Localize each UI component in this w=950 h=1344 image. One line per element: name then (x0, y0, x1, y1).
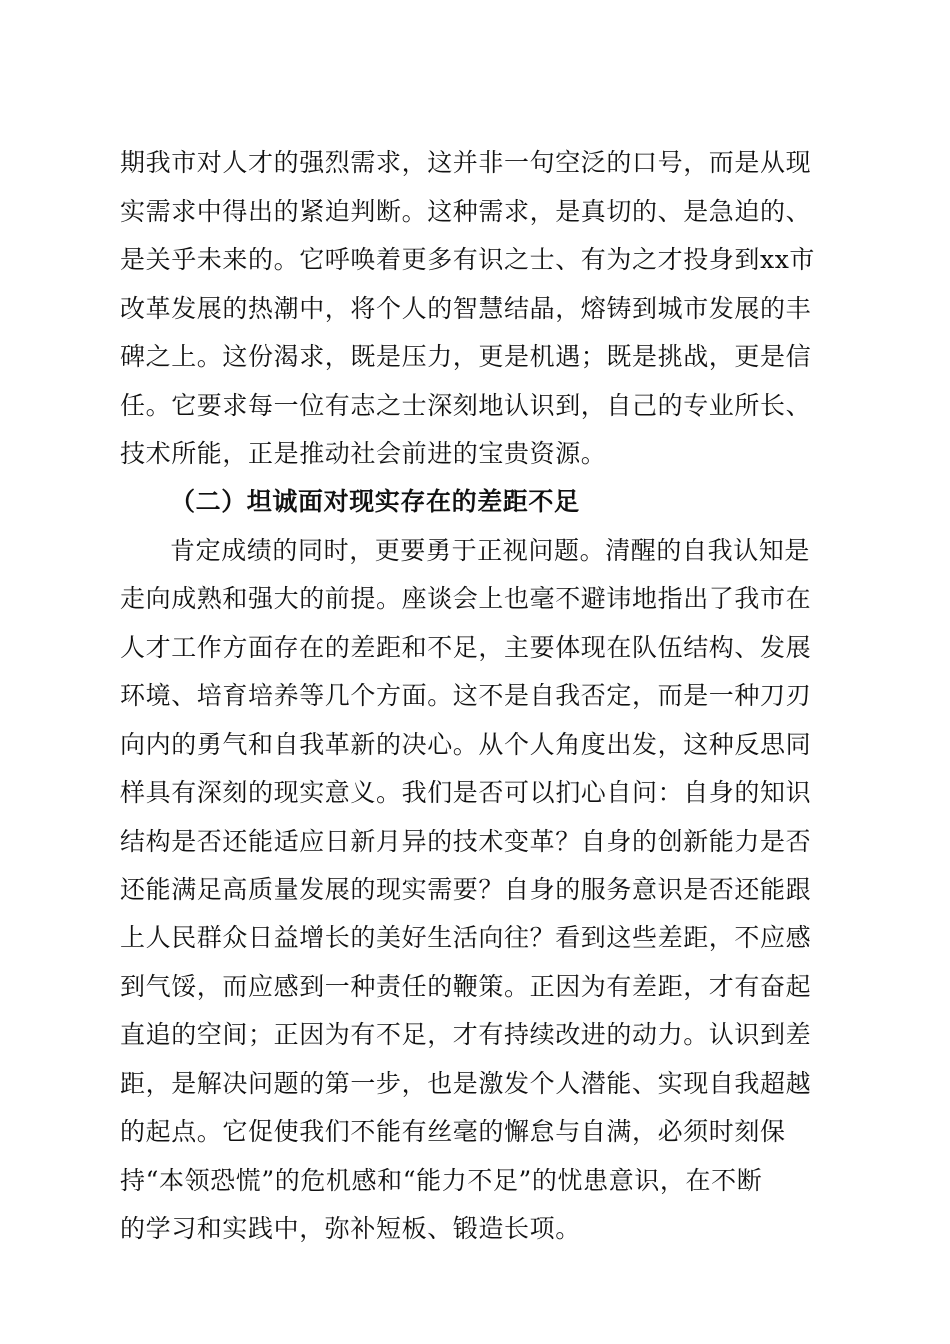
text-line: 是关乎未来的。它呼唤着更多有识之士、有为之才投身到xx市 (120, 245, 816, 274)
text-line: 还能满足高质量发展的现实需要？自身的服务意识是否还能跟 (120, 875, 812, 904)
text-line: 向内的勇气和自我革新的决心。从个人角度出发，这种反思同 (120, 730, 812, 759)
text-line: 持“本领恐慌”的危机感和“能力不足”的忧患意识，在不断 (120, 1166, 763, 1195)
text-line: 任。它要求每一位有志之士深刻地认识到，自己的专业所长、 (120, 391, 812, 420)
text-line: 到气馁，而应感到一种责任的鞭策。正因为有差距，才有奋起 (120, 972, 812, 1001)
text-line: 上人民群众日益增长的美好生活向往？看到这些差距，不应感 (120, 923, 812, 952)
text-line: 碑之上。这份渴求，既是压力，更是机遇；既是挑战，更是信 (120, 342, 812, 371)
text-line: 技术所能，正是推动社会前进的宝贵资源。 (120, 439, 607, 468)
text-line: 的起点。它促使我们不能有丝毫的懈怠与自满，必须时刻保 (120, 1117, 786, 1146)
text-line: 环境、培育培养等几个方面。这不是自我否定，而是一种刀刃 (120, 681, 812, 710)
text-line: 改革发展的热潮中，将个人的智慧结晶，熔铸到城市发展的丰 (120, 294, 812, 323)
section-heading: （二）坦诚面对现实存在的差距不足 (170, 487, 580, 516)
text-line: 肯定成绩的同时，更要勇于正视问题。清醒的自我认知是 (170, 536, 811, 565)
text-line: 期我市对人才的强烈需求，这并非一句空泛的口号，而是从现 (120, 148, 812, 177)
text-line: 距，是解决问题的第一步，也是激发个人潜能、实现自我超越 (120, 1069, 812, 1098)
text-line: 样具有深刻的现实意义。我们是否可以扪心自问：自身的知识 (120, 778, 812, 807)
text-line: 走向成熟和强大的前提。座谈会上也毫不避讳地指出了我市在 (120, 584, 812, 613)
text-line: 直追的空间；正因为有不足，才有持续改进的动力。认识到差 (120, 1020, 812, 1049)
text-line: 结构是否还能适应日新月异的技术变革？自身的创新能力是否 (120, 827, 812, 856)
text-line: 人才工作方面存在的差距和不足，主要体现在队伍结构、发展 (120, 633, 812, 662)
text-line: 的学习和实践中，弥补短板、锻造长项。 (120, 1214, 581, 1243)
text-line: 实需求中得出的紧迫判断。这种需求，是真切的、是急迫的、 (120, 197, 812, 226)
